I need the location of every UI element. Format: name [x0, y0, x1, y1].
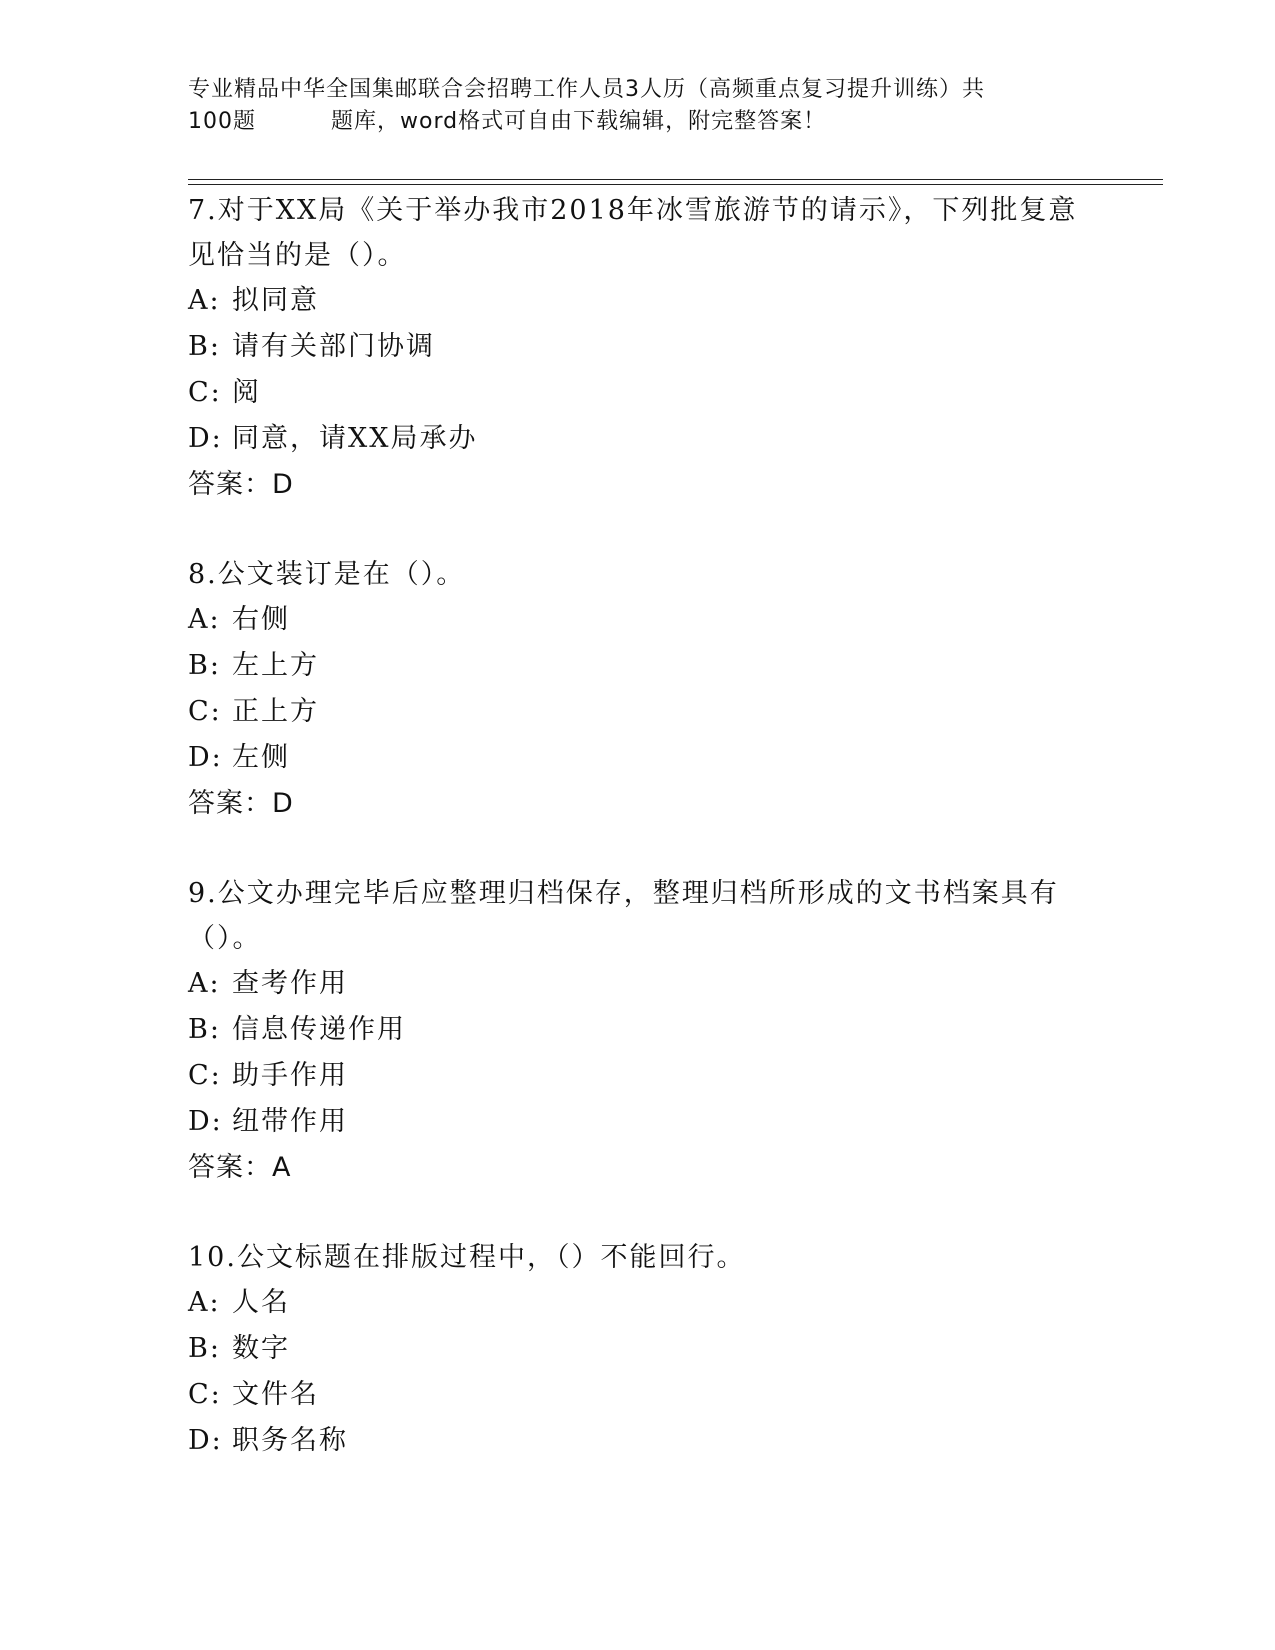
option-letter: D: [188, 742, 223, 773]
option-b [188, 324, 1088, 370]
option-text: 正上方 [232, 696, 319, 727]
option-letter: A: [188, 604, 221, 635]
option-c [188, 689, 1088, 735]
option-text: 请有关部门协调 [232, 331, 435, 362]
question-stem [188, 552, 1088, 597]
option-text: 查考作用 [232, 968, 348, 999]
question-text: 对于XX局《关于举办我市2018年冰雪旅游节的请示》，下列批复意见恰当的是（）。 [188, 195, 1078, 271]
question-text: 公文标题在排版过程中，（）不能回行。 [236, 1242, 746, 1273]
header-question-count: 100题 [188, 109, 256, 134]
option-letter: B: [188, 331, 221, 362]
option-a [188, 278, 1088, 324]
answer-line: 答案：A [188, 1152, 292, 1183]
question-text: 公文办理完毕后应整理归档保存，整理归档所形成的文书档案具有（）。 [188, 878, 1059, 954]
document-header [188, 74, 1068, 138]
option-text: 阅 [232, 377, 261, 408]
question-stem [188, 871, 1088, 961]
option-d [188, 416, 1088, 462]
question-stem [188, 188, 1088, 278]
option-letter: D: [188, 423, 223, 454]
option-letter: B: [188, 650, 221, 681]
option-d [188, 1099, 1088, 1145]
question-text: 公文装订是在（）。 [217, 559, 466, 590]
option-text: 左侧 [232, 742, 290, 773]
option-letter: B: [188, 1014, 221, 1045]
question-item [188, 871, 1088, 1191]
header-divider-top [188, 179, 1163, 180]
question-number: 8. [188, 559, 218, 590]
option-c [188, 1053, 1088, 1099]
question-item [188, 552, 1088, 827]
option-letter: A: [188, 1287, 221, 1318]
question-stem [188, 1235, 1088, 1280]
question-number: 9. [188, 878, 218, 909]
question-item [188, 1235, 1088, 1464]
option-text: 信息传递作用 [232, 1014, 406, 1045]
option-letter: C: [188, 1060, 222, 1091]
option-text: 文件名 [232, 1379, 319, 1410]
header-title-line2 [188, 106, 1068, 138]
option-b [188, 643, 1088, 689]
option-text: 拟同意 [232, 285, 319, 316]
option-text: 左上方 [232, 650, 319, 681]
option-letter: C: [188, 696, 222, 727]
option-b [188, 1326, 1088, 1372]
option-text: 纽带作用 [232, 1106, 348, 1137]
option-a [188, 597, 1088, 643]
header-divider-bottom [188, 184, 1163, 185]
answer-line: 答案：D [188, 469, 294, 500]
option-letter: C: [188, 1379, 222, 1410]
option-letter: A: [188, 968, 221, 999]
question-item [188, 188, 1088, 508]
option-c [188, 1372, 1088, 1418]
option-text: 右侧 [232, 604, 290, 635]
option-letter: B: [188, 1333, 221, 1364]
option-letter: D: [188, 1106, 223, 1137]
question-number: 10. [188, 1242, 237, 1273]
option-a [188, 961, 1088, 1007]
option-text: 同意，请XX局承办 [232, 423, 478, 454]
option-letter: C: [188, 377, 222, 408]
option-b [188, 1007, 1088, 1053]
header-title-line1: 专业精品中华全国集邮联合会招聘工作人员3人历（高频重点复习提升训练）共 [188, 77, 985, 102]
option-text: 数字 [232, 1333, 290, 1364]
option-a [188, 1280, 1088, 1326]
question-list [188, 188, 1088, 1508]
option-c [188, 370, 1088, 416]
answer-line: 答案：D [188, 788, 294, 819]
option-text: 人名 [232, 1287, 290, 1318]
header-description: 题库，word格式可自由下载编辑，附完整答案！ [331, 109, 827, 134]
option-letter: D: [188, 1425, 223, 1456]
option-letter: A: [188, 285, 221, 316]
option-text: 职务名称 [232, 1425, 348, 1456]
question-number: 7. [188, 195, 218, 226]
option-text: 助手作用 [232, 1060, 348, 1091]
option-d [188, 735, 1088, 781]
option-d [188, 1418, 1088, 1464]
